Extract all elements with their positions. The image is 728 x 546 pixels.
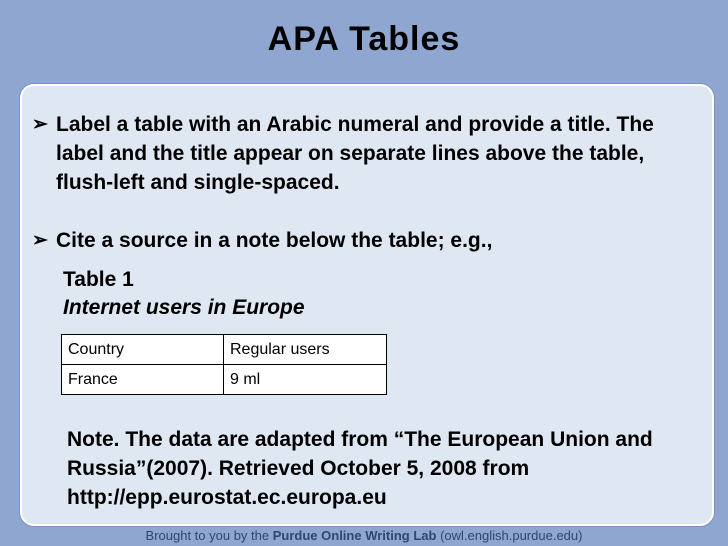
table-cell: Country (62, 335, 224, 365)
table-row (62, 365, 387, 395)
slide-title: APA Tables (267, 20, 461, 58)
footer-lab-name: Purdue Online Writing Lab (272, 528, 437, 543)
table-label: Table 1 (63, 268, 134, 291)
table-row (62, 335, 387, 365)
table-cell: France (62, 365, 224, 395)
bullet-cite-source (32, 226, 672, 255)
footer (0, 528, 728, 543)
bullet-text: Label a table with an Arabic numeral and provide a title. The label and the title appear on separate lines above the table, flush-left and single-spaced. (56, 113, 654, 194)
arrow-bullet-icon: ➢ (32, 230, 48, 251)
example-table (61, 334, 387, 395)
table-title: Internet users in Europe (63, 296, 305, 319)
table-cell: Regular users (224, 335, 387, 365)
footer-url: (owl.english.purdue.edu) (440, 528, 583, 543)
footer-prefix: Brought to you by the (145, 528, 270, 543)
arrow-bullet-icon: ➢ (32, 114, 48, 135)
bullet-text: Cite a source in a note below the table; e.g., (56, 229, 493, 252)
table-cell: 9 ml (224, 365, 387, 395)
table-note: Note. The data are adapted from “The European Union and Russia”(2007). Retrieved October 5, 2008 from http://epp.eurostat.ec.europa.eu (67, 428, 653, 509)
bullet-table-label (32, 110, 672, 197)
